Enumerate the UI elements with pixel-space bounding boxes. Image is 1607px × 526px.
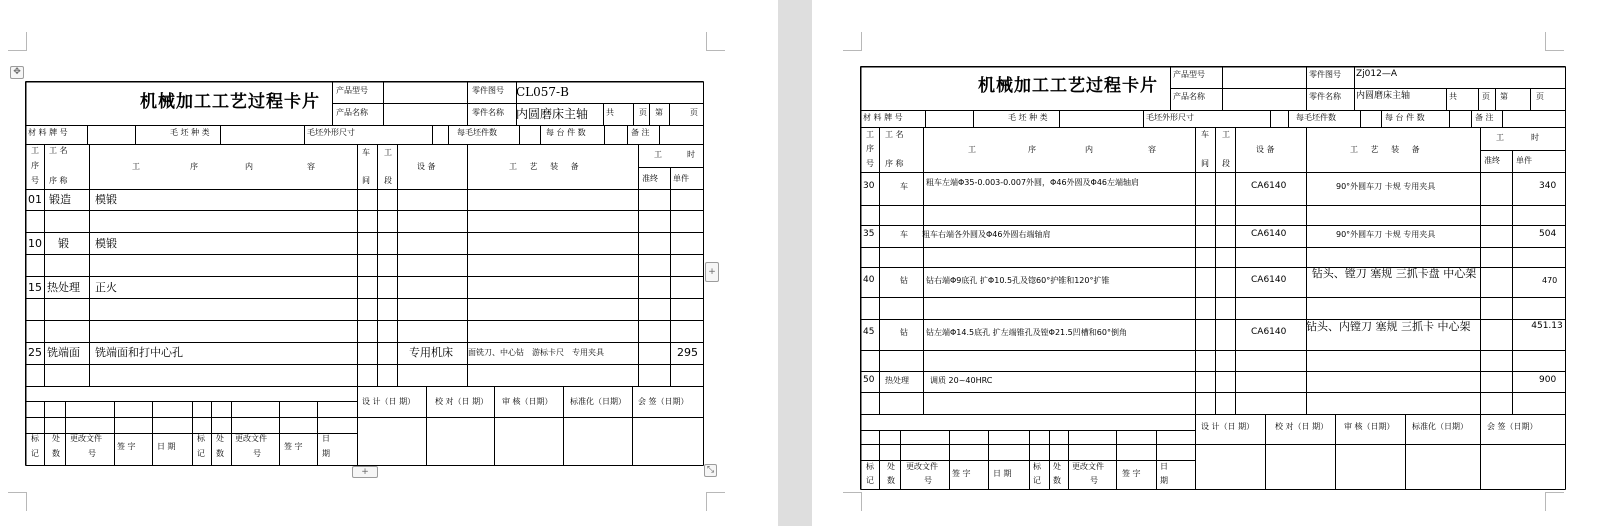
- equipment-header: 设 备: [1256, 145, 1275, 154]
- parts-per-blank-label: 每毛坯件数: [1296, 113, 1336, 122]
- mark-label: 记: [1033, 476, 1041, 485]
- standardize-label: 标准化（日期）: [1412, 422, 1468, 431]
- unit-time-header: 单件: [673, 174, 689, 183]
- op-tooling[interactable]: 90°外圆车刀 卡规 专用夹具: [1336, 230, 1436, 239]
- equipment-header: 设 备: [417, 162, 436, 171]
- op-equipment[interactable]: CA6140: [1251, 275, 1287, 285]
- part-number-label: 零件图号: [472, 86, 504, 95]
- part-name-label: 零件名称: [472, 108, 504, 117]
- time-header: 时: [687, 150, 695, 159]
- content-header: 容: [307, 162, 315, 171]
- prep-time-header: 准终: [642, 174, 658, 183]
- product-model-label: 产品型号: [1173, 70, 1205, 79]
- content-header: 工: [968, 145, 976, 154]
- tooling-header: 工 艺 装 备: [1350, 145, 1425, 154]
- op-unit-time[interactable]: 504: [1539, 229, 1557, 239]
- crop-mark: [8, 492, 27, 511]
- content-header: 内: [1085, 145, 1093, 154]
- count-label: 处: [216, 434, 224, 443]
- review-label: 审 核（日期）: [1344, 422, 1395, 431]
- section-header-1: 工: [384, 148, 392, 157]
- op-tooling[interactable]: 面铣刀、中心钻 游标卡尺 专用夹具: [468, 348, 604, 357]
- op-no-header-3: 号: [866, 159, 874, 168]
- count-label: 处: [887, 462, 895, 471]
- crop-mark: [843, 32, 862, 51]
- total-label: 共: [1449, 92, 1457, 101]
- op-name-header-1: 工 名: [885, 130, 904, 139]
- sheet-label: 第: [1500, 92, 1508, 101]
- time-header: 时: [1531, 133, 1539, 142]
- card-title: 机械加工工艺过程卡片: [140, 92, 320, 112]
- table-move-handle-icon[interactable]: ✥: [10, 66, 24, 79]
- blank-type-label: 毛 坯 种 类: [170, 128, 210, 137]
- review-label: 审 核（日期）: [502, 397, 553, 406]
- change-doc-label: 更改文件: [906, 462, 938, 471]
- part-number-label: 零件图号: [1309, 70, 1341, 79]
- date-label: 日 期: [157, 442, 176, 451]
- remarks-label: 备 注: [1475, 113, 1494, 122]
- op-name[interactable]: 铣端面: [47, 346, 80, 359]
- op-unit-time[interactable]: 900: [1539, 375, 1557, 385]
- op-unit-time[interactable]: 470: [1542, 276, 1558, 285]
- date-label: 期: [1160, 476, 1168, 485]
- count-label: 数: [887, 476, 895, 485]
- check-label: 校 对（日 期）: [435, 397, 489, 406]
- mark-label: 记: [31, 449, 39, 458]
- op-no[interactable]: 45: [863, 327, 875, 337]
- op-unit-time[interactable]: 451.13: [1531, 321, 1563, 331]
- change-doc-label: 更改文件: [235, 434, 267, 443]
- op-name[interactable]: 车: [900, 230, 908, 239]
- per-machine-label: 每 台 件 数: [546, 128, 586, 137]
- crop-mark: [1545, 32, 1564, 51]
- op-no[interactable]: 30: [863, 181, 875, 191]
- card-title: 机械加工工艺过程卡片: [978, 76, 1158, 96]
- op-tooling[interactable]: 90°外圆车刀 卡规 专用夹具: [1336, 182, 1436, 191]
- mark-label: 标: [866, 462, 874, 471]
- blank-size-label: 毛坯外形尺寸: [307, 128, 355, 137]
- page-label: 页: [1482, 92, 1490, 101]
- content-header: 内: [245, 162, 253, 171]
- op-equipment[interactable]: 专用机床: [409, 346, 453, 359]
- product-name-label: 产品名称: [336, 108, 368, 117]
- remarks-label: 备 注: [631, 128, 650, 137]
- op-no[interactable]: 35: [863, 229, 875, 239]
- signature-label: 签 字: [284, 442, 303, 451]
- product-name-label: 产品名称: [1173, 92, 1205, 101]
- op-no[interactable]: 50: [863, 375, 875, 385]
- change-doc-label: 号: [924, 476, 932, 485]
- op-no[interactable]: 25: [28, 346, 42, 359]
- op-tooling[interactable]: 钻头、镗刀 塞规 三抓卡盘 中心架: [1311, 267, 1477, 280]
- op-name[interactable]: 钻: [900, 276, 908, 285]
- op-equipment[interactable]: CA6140: [1251, 327, 1287, 337]
- part-name-label: 零件名称: [1309, 92, 1341, 101]
- check-label: 校 对（日 期）: [1275, 422, 1329, 431]
- countersign-label: 会 签（日期）: [1487, 422, 1538, 431]
- design-label: 设 计（日 期）: [362, 397, 416, 406]
- op-content[interactable]: 模锻: [95, 193, 117, 206]
- count-label: 数: [52, 449, 60, 458]
- total-label: 共: [606, 108, 614, 117]
- crop-mark: [706, 492, 725, 511]
- mark-label: 标: [31, 434, 39, 443]
- parts-per-blank-label: 每毛坯件数: [457, 128, 497, 137]
- date-label: 日 期: [993, 469, 1012, 478]
- op-content[interactable]: 铣端面和打中心孔: [95, 346, 183, 359]
- op-content[interactable]: 粗车左端Φ35-0.003-0.007外圆，Φ46外圆及Φ46左端轴肩: [926, 178, 1140, 187]
- op-equipment[interactable]: CA6140: [1251, 181, 1287, 191]
- mark-label: 标: [1033, 462, 1041, 471]
- material-grade-label: 材 料 牌 号: [863, 113, 903, 122]
- part-name-value[interactable]: 内圆磨床主轴: [1356, 91, 1411, 101]
- workshop-header-2: 间: [1201, 159, 1209, 168]
- op-name[interactable]: 热处理: [47, 281, 80, 294]
- mark-label: 记: [197, 449, 205, 458]
- op-name[interactable]: 热处理: [885, 376, 909, 385]
- change-doc-label: 号: [88, 449, 96, 458]
- op-content[interactable]: 正火: [95, 281, 117, 294]
- document-page-1: [0, 0, 778, 526]
- table-resize-handle-icon[interactable]: ⤡: [704, 464, 717, 477]
- op-content[interactable]: 模锻: [95, 237, 117, 250]
- count-label: 处: [52, 434, 60, 443]
- signature-label: 签 字: [117, 442, 136, 451]
- op-no-header-1: 工: [31, 146, 39, 155]
- crop-mark: [706, 32, 725, 51]
- crop-mark: [8, 32, 27, 51]
- signature-label: 签 字: [1122, 469, 1141, 478]
- op-no[interactable]: 15: [28, 281, 42, 294]
- content-header: 工: [132, 162, 140, 171]
- op-name[interactable]: 车: [900, 182, 908, 191]
- part-number-value[interactable]: CL057-B: [516, 85, 569, 99]
- sheet-label: 第: [655, 108, 663, 117]
- process-card: [860, 66, 1566, 490]
- op-name[interactable]: 锻: [58, 237, 69, 250]
- op-no-header-2: 序: [31, 161, 39, 170]
- material-grade-label: 材 料 牌 号: [28, 128, 68, 137]
- change-doc-label: 更改文件: [1072, 462, 1104, 471]
- unit-time-header: 单件: [1516, 156, 1532, 165]
- section-header-2: 段: [1222, 159, 1230, 168]
- date-label: 日: [322, 434, 330, 443]
- insert-row-icon[interactable]: +: [352, 466, 378, 478]
- op-equipment[interactable]: CA6140: [1251, 229, 1287, 239]
- countersign-label: 会 签（日期）: [638, 397, 689, 406]
- op-name-header-1: 工 名: [49, 146, 68, 155]
- page-gutter: [778, 0, 812, 526]
- blank-size-label: 毛坯外形尺寸: [1146, 113, 1194, 122]
- blank-type-label: 毛 坯 种 类: [1008, 113, 1048, 122]
- design-label: 设 计（日 期）: [1201, 422, 1255, 431]
- product-model-label: 产品型号: [336, 86, 368, 95]
- section-header-1: 工: [1222, 130, 1230, 139]
- page-label: 页: [690, 108, 698, 117]
- insert-column-icon[interactable]: +: [705, 262, 719, 282]
- part-name-value[interactable]: 内圆磨床主轴: [516, 107, 589, 121]
- change-doc-label: 号: [1090, 476, 1098, 485]
- op-unit-time[interactable]: 295: [677, 346, 698, 359]
- date-label: 期: [322, 449, 330, 458]
- workshop-header-1: 车: [362, 148, 370, 157]
- workshop-header-2: 间: [362, 176, 370, 185]
- time-header: 工: [654, 150, 662, 159]
- crop-mark: [1545, 492, 1564, 511]
- change-doc-label: 号: [253, 449, 261, 458]
- op-content[interactable]: 钻左端Φ14.5底孔 扩左端锥孔及镗Φ21.5凹槽和60°倒角: [926, 328, 1127, 337]
- per-machine-label: 每 台 件 数: [1385, 113, 1425, 122]
- count-label: 处: [1053, 462, 1061, 471]
- op-content[interactable]: 粗车右端各外圆及Φ46外圆右端轴肩: [922, 230, 1051, 239]
- op-no-header-1: 工: [866, 130, 874, 139]
- op-name[interactable]: 锻造: [49, 193, 71, 206]
- op-content[interactable]: 钻右端Φ9底孔 扩Φ10.5孔及锪60°护锥和120°扩锥: [926, 276, 1110, 285]
- op-no-header-2: 序: [866, 144, 874, 153]
- document-page-2: [812, 0, 1607, 526]
- count-label: 数: [1053, 476, 1061, 485]
- prep-time-header: 准终: [1484, 156, 1500, 165]
- op-no-header-3: 号: [31, 176, 39, 185]
- standardize-label: 标准化（日期）: [570, 397, 626, 406]
- content-header: 序: [1028, 145, 1036, 154]
- page-label: 页: [639, 108, 647, 117]
- section-header-2: 段: [384, 176, 392, 185]
- mark-label: 标: [197, 434, 205, 443]
- workshop-header-1: 车: [1201, 130, 1209, 139]
- content-header: 序: [190, 162, 198, 171]
- op-unit-time[interactable]: 340: [1539, 181, 1557, 191]
- op-name-header-2: 序 称: [49, 176, 68, 185]
- date-label: 日: [1160, 462, 1168, 471]
- op-no[interactable]: 10: [28, 237, 42, 250]
- op-no[interactable]: 40: [863, 275, 875, 285]
- count-label: 数: [216, 449, 224, 458]
- mark-label: 记: [866, 476, 874, 485]
- process-card: [25, 81, 704, 466]
- tooling-header: 工 艺 装 备: [509, 162, 584, 171]
- op-content[interactable]: 调质 20~40HRC: [930, 376, 993, 385]
- op-name-header-2: 序 称: [885, 159, 904, 168]
- change-doc-label: 更改文件: [70, 434, 102, 443]
- page-label: 页: [1536, 92, 1544, 101]
- part-number-value[interactable]: Zj012—A: [1356, 69, 1398, 79]
- crop-mark: [843, 492, 862, 511]
- card-grid: [25, 81, 704, 466]
- time-header: 工: [1496, 133, 1504, 142]
- content-header: 容: [1148, 145, 1156, 154]
- op-no[interactable]: 01: [28, 193, 42, 206]
- op-tooling[interactable]: 钻头、内镗刀 塞规 三抓卡 中心架: [1306, 320, 1471, 333]
- op-name[interactable]: 钻: [900, 328, 908, 337]
- signature-label: 签 字: [952, 469, 971, 478]
